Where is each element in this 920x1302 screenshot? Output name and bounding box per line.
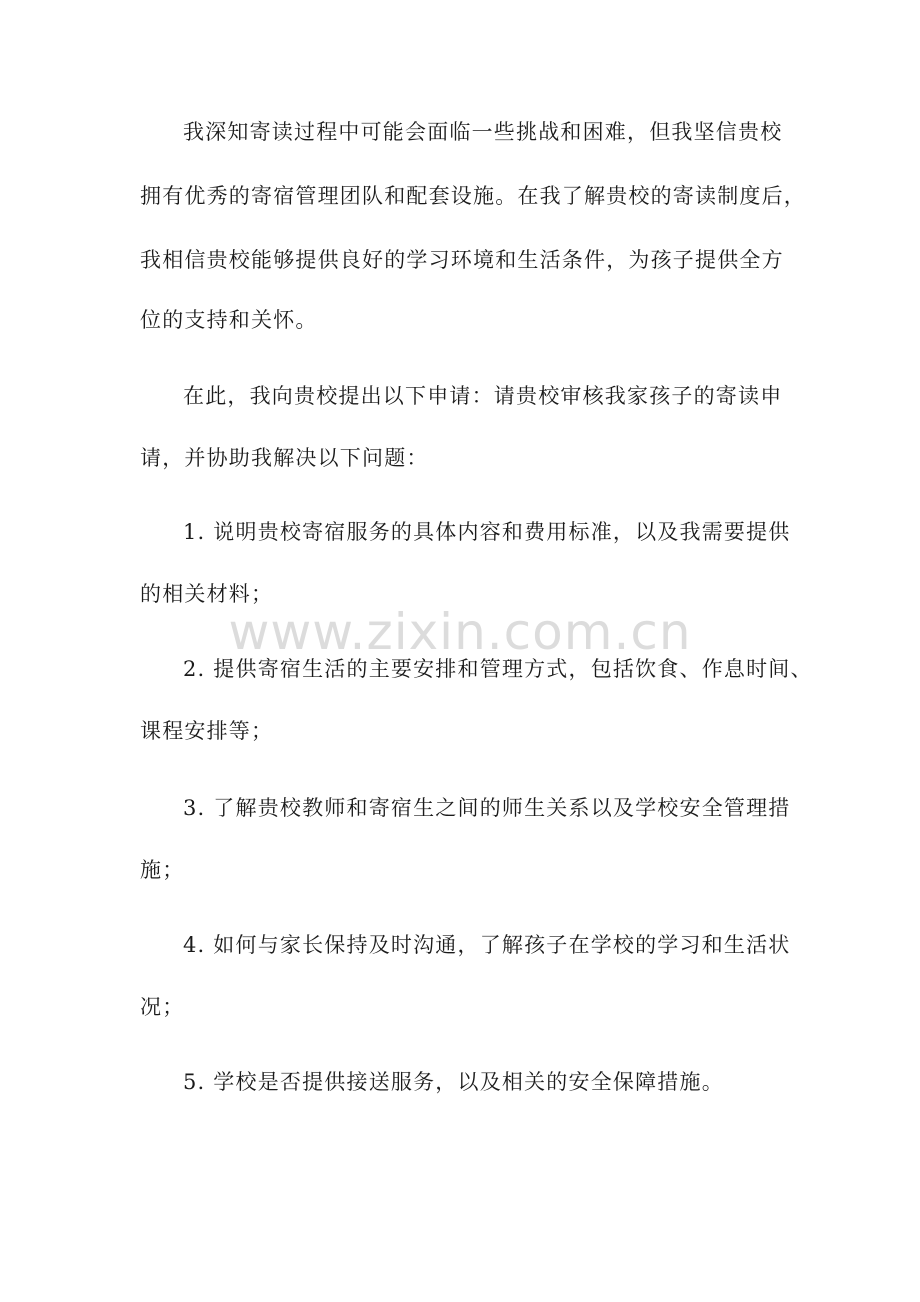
list-item-1-line-2: 的相关材料； bbox=[140, 582, 274, 606]
paragraph-2-line-1: 在此，我向贵校提出以下申请：请贵校审核我家孩子的寄读申 bbox=[183, 384, 783, 408]
paragraph-1-line-2: 拥有优秀的寄宿管理团队和配套设施。在我了解贵校的寄读制度后， bbox=[140, 184, 806, 208]
list-item-1-line-1: 1. 说明贵校寄宿服务的具体内容和费用标准，以及我需要提供 bbox=[183, 520, 791, 544]
paragraph-2-line-2: 请，并协助我解决以下问题： bbox=[140, 446, 429, 470]
list-item-4-line-2: 况； bbox=[140, 995, 185, 1019]
list-item-3-line-1: 3. 了解贵校教师和寄宿生之间的师生关系以及学校安全管理措 bbox=[183, 796, 791, 820]
list-item-5-line-1: 5. 学校是否提供接送服务，以及相关的安全保障措施。 bbox=[183, 1070, 724, 1094]
list-item-2-line-2: 课程安排等； bbox=[140, 719, 274, 743]
watermark: www.zixin.com.cn bbox=[228, 603, 692, 661]
list-item-2-line-1: 2. 提供寄宿生活的主要安排和管理方式，包括饮食、作息时间、 bbox=[183, 657, 813, 681]
paragraph-1-line-4: 位的支持和关怀。 bbox=[140, 308, 318, 332]
list-item-4-line-1: 4. 如何与家长保持及时沟通，了解孩子在学校的学习和生活状 bbox=[183, 933, 791, 957]
list-item-3-line-2: 施； bbox=[140, 858, 185, 882]
paragraph-1-line-1: 我深知寄读过程中可能会面临一些挑战和困难，但我坚信贵校 bbox=[183, 120, 783, 144]
paragraph-1-line-3: 我相信贵校能够提供良好的学习环境和生活条件，为孩子提供全方 bbox=[140, 248, 784, 272]
